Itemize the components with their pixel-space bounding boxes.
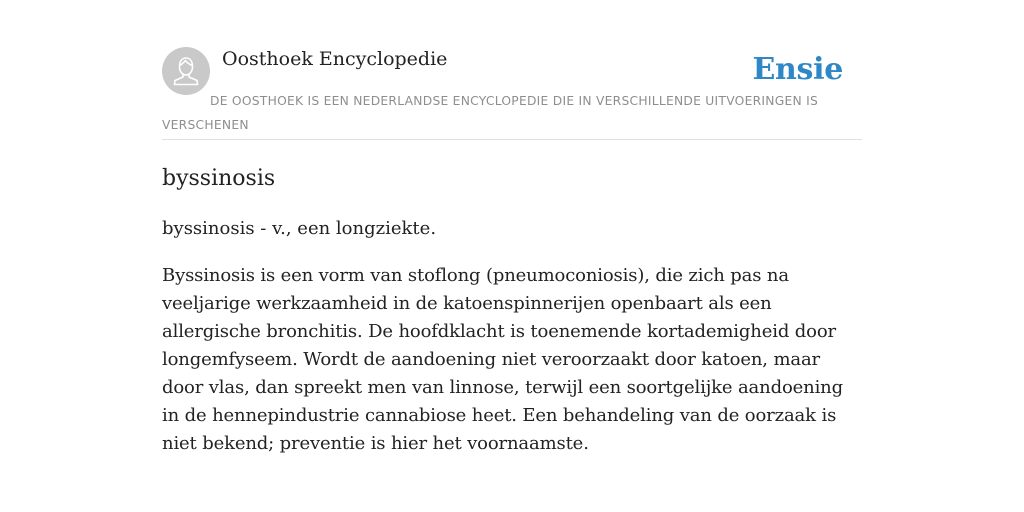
- source-description: DE OOSTHOEK IS EEN NEDERLANDSE ENCYCLOPEDIE DIE IN VERSCHILLENDE UITVOERINGEN IS VERSCHENEN: [162, 94, 819, 132]
- avatar[interactable]: [162, 47, 210, 95]
- source-name[interactable]: Oosthoek Encyclopedie: [222, 48, 448, 70]
- source-header: [162, 44, 862, 140]
- brand-logo[interactable]: Ensie: [752, 52, 843, 87]
- entry-content: [162, 160, 862, 458]
- entry-body: Byssinosis is een vorm van stoflong (pneumoconiosis), die zich pas na veeljarige werkzaamheid in de katoenspinnerijen openbaart als een allergische bronchitis. De hoofdklacht is toenemende kortademigheid door longemfyseem. Wordt de aandoening niet veroorzaakt door katoen, maar door vlas, dan spreekt men van linnose, terwijl een soortgelijke aandoening in de hennepindustrie cannabiose heet. Een behandeling van de oorzaak is niet bekend; preventie is hier het voornaamste.: [162, 265, 843, 454]
- user-silhouette-icon: [162, 47, 210, 95]
- entry-title: byssinosis: [162, 166, 276, 191]
- entry-definition: byssinosis - v., een longziekte.: [162, 218, 437, 239]
